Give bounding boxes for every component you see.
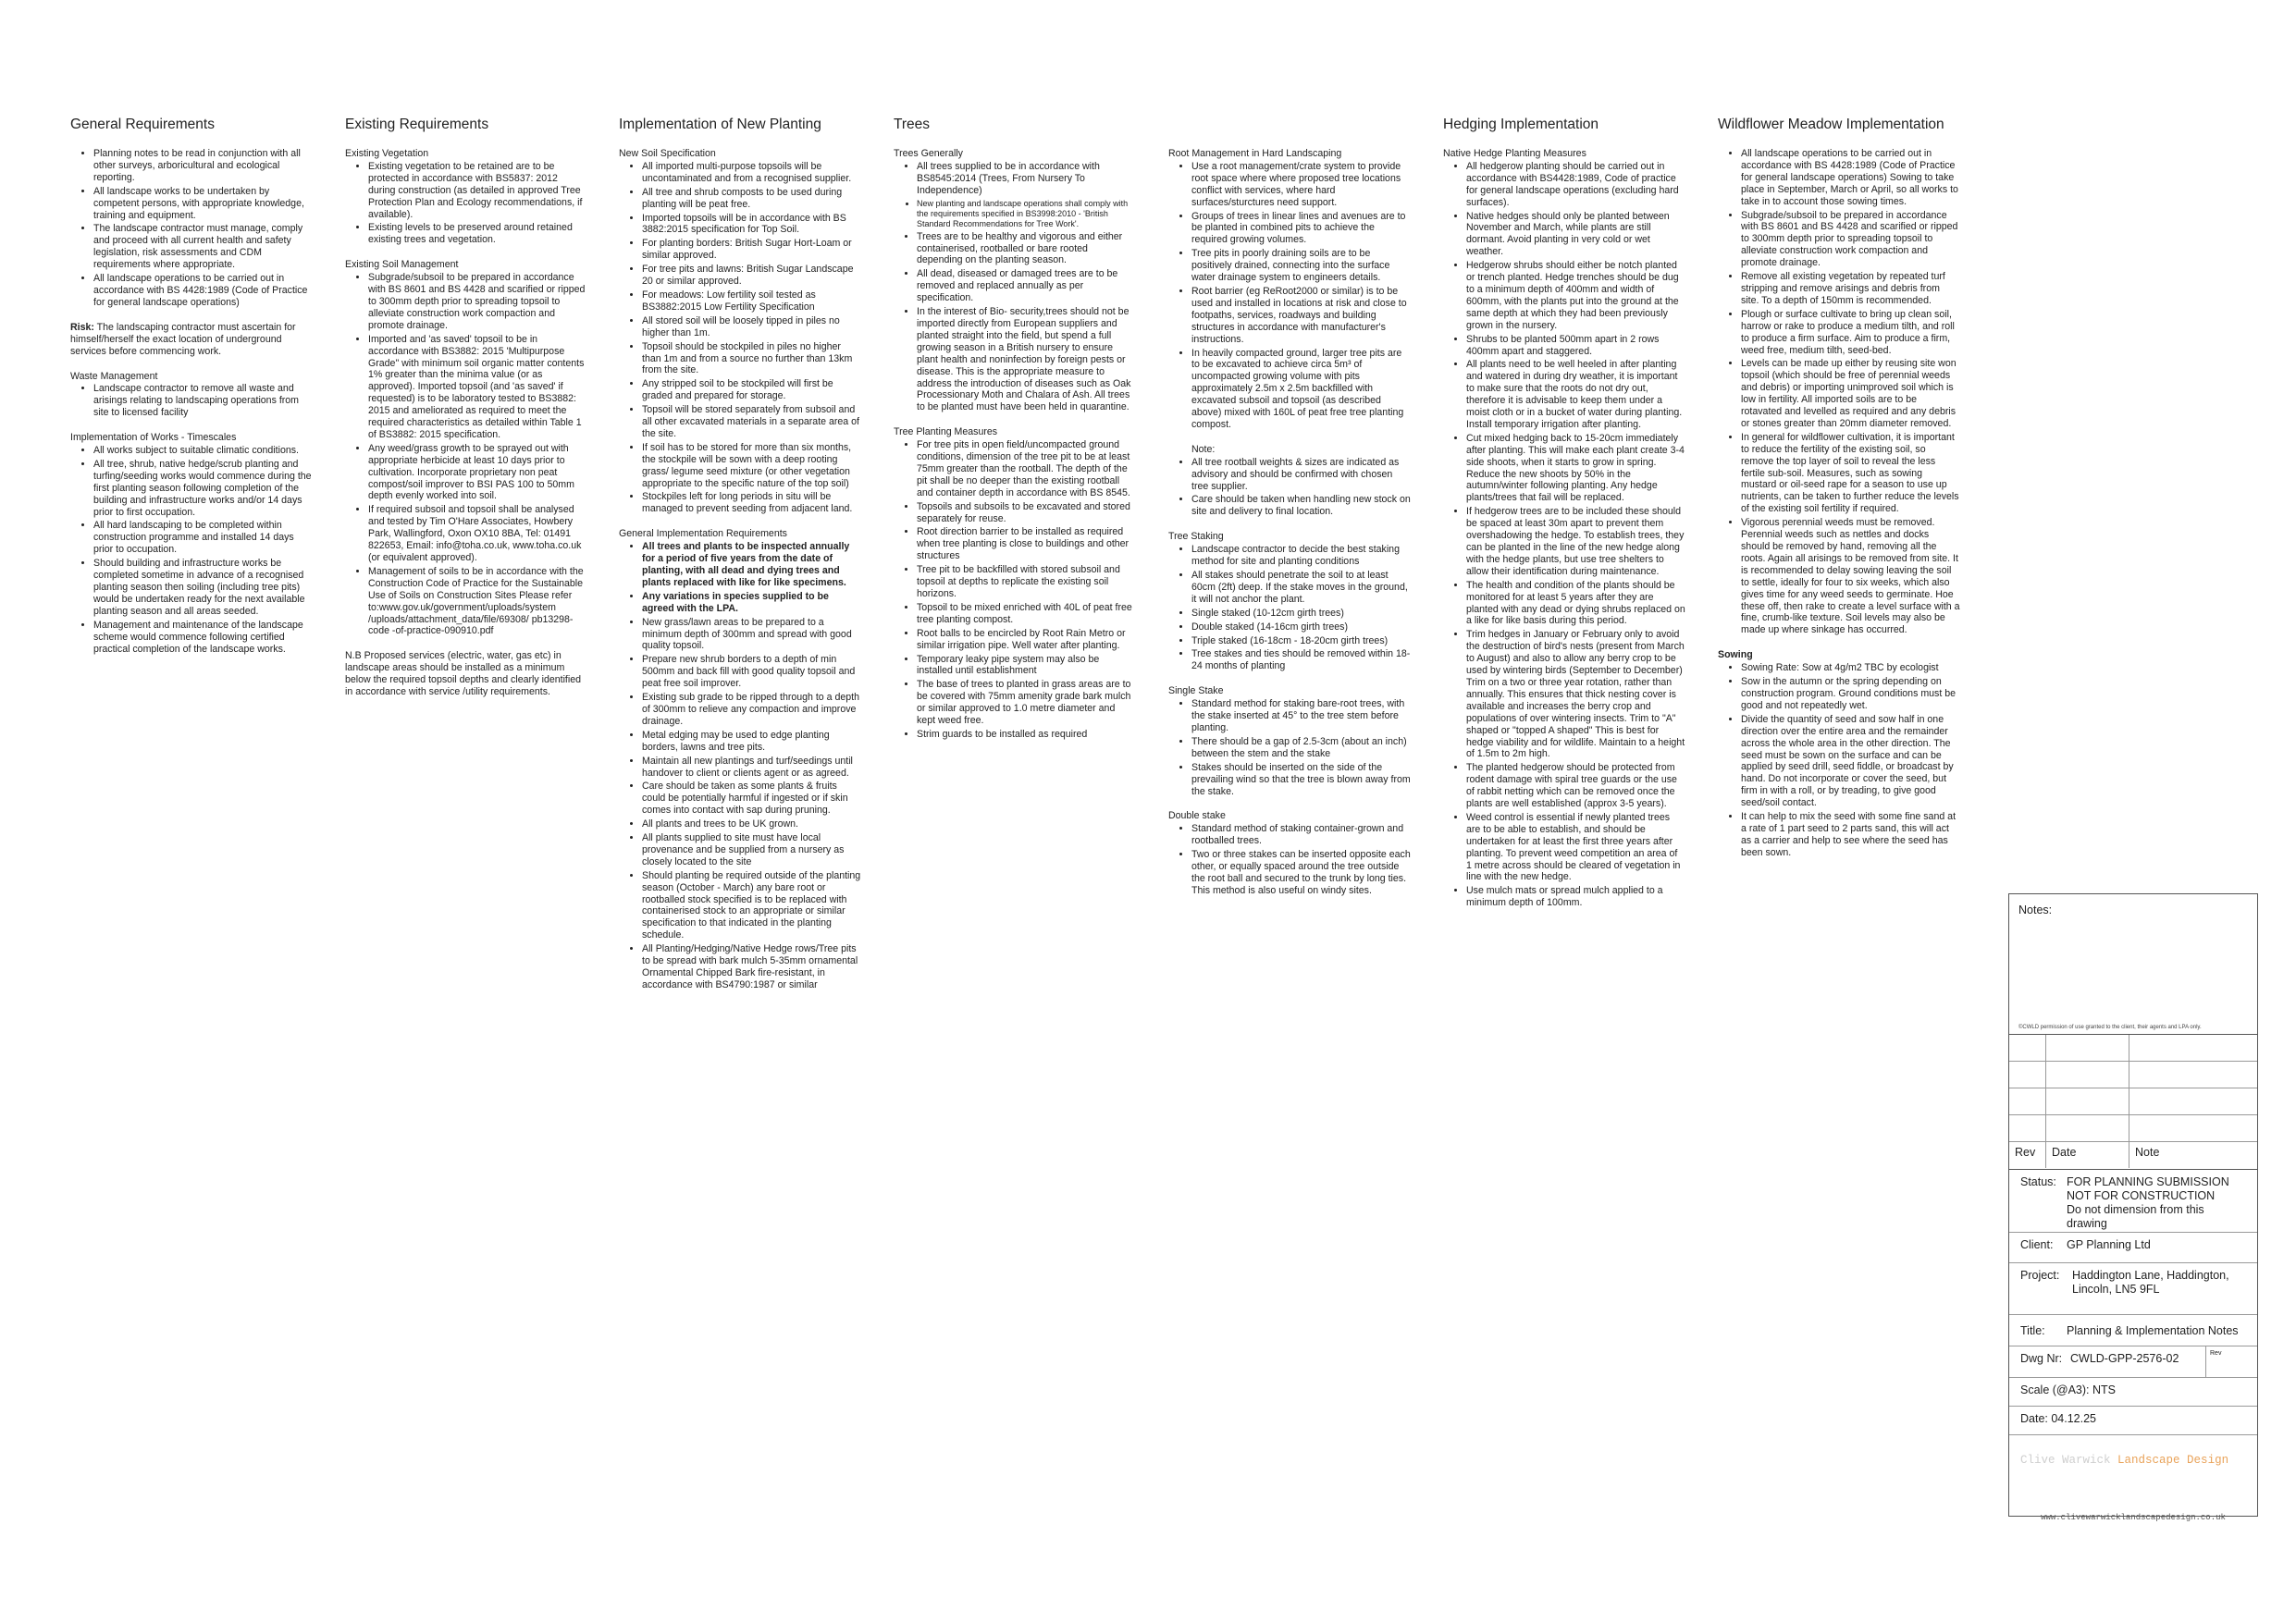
bullet-list [1168, 823, 1411, 896]
list-item: • Root barrier (eg ReRoot2000 or similar) is to be used and installed in locations at risk and close to footpaths, services, roadways and building structures in accordance with manufacturer's instructions. [1191, 286, 1411, 346]
bullet-list [1718, 148, 1960, 636]
list-item: • Standard method of staking container-grown and rootballed trees. [1191, 823, 1411, 847]
list-item: • New planting and landscape operations shall comply with the requirements specified in BS3998:2010 - 'British Standard Recommendations for Tree Work'. [917, 199, 1136, 229]
list-item: • All tree rootball weights & sizes are indicated as advisory and should be confirmed with chosen tree supplier. [1191, 457, 1411, 493]
list-item: • If hedgerow trees are to be included these should be spaced at least 30m apart to prevent them overshadowing the hedge. To establish trees, they can be planted in the line of the new hedge along with the hedge plants, but use tree shelters to allow their identification during maintenance. [1466, 506, 1685, 577]
list-item: • Management and maintenance of the landscape scheme would commence following certified practical completion of the landscape works. [93, 620, 313, 656]
list-item: • Prepare new shrub borders to a depth of min 500mm and back fill with good quality topsoil and peat free soil improver. [642, 654, 861, 690]
list-item: • Should building and infrastructure works be completed sometime in advance of a recognised planting season then soiling (including tree pits) would be undertaken ready for the next available planting season and all areas seeded. [93, 558, 313, 618]
root-management-column [1168, 117, 1411, 910]
revision-table [2009, 1035, 2257, 1170]
client-value: GP Planning Ltd [2067, 1238, 2151, 1251]
bullet-list [70, 148, 313, 309]
dwg-rev-label: Rev [2205, 1346, 2225, 1377]
dwg-label: Dwg Nr: [2020, 1352, 2063, 1365]
date-row [2009, 1407, 2257, 1435]
existing-requirements-column [345, 117, 587, 711]
list-item: • All imported multi-purpose topsoils will be uncontaminated and from a recognised supplier. [642, 161, 861, 185]
list-item: • In heavily compacted ground, larger tree pits are to be excavated to achieve circa 5m³ of uncompacted growing volume with pits approximately 2.5m x 2.5m backfilled with excavated subsoil and topsoil (as described above) mixed with 160L of peat free tree planting compost. [1191, 348, 1411, 431]
nb-note: N.B Proposed services (electric, water, gas etc) in landscape areas should be installed as a minimum below the required topsoil depths and clearly identified in accordance with service /utility requirements. [345, 650, 582, 698]
section-title: Existing Requirements [345, 117, 489, 132]
list-item: • Shrubs to be planted 500mm apart in 2 rows 400mm apart and staggered. [1466, 334, 1685, 358]
list-item: • Landscape contractor to decide the best staking method for site and planting conditions [1191, 544, 1411, 568]
list-item: • Topsoil should be stockpiled in piles no higher than 1m and from a source no further than 13km from the site. [642, 341, 861, 377]
subheading: Existing Vegetation [345, 148, 429, 159]
list-item: • Vigorous perennial weeds must be removed. Perennial weeds such as nettles and docks should be removed by hand, removing all the roots. Again all arisings to be removed from site. It is recommended to delay sowing leaving the soil to settle, ideally for four to six weeks, which also gives time for any weed seeds to germinate. Hoe these off, then rake to create a level surface with a fine, crumb-like texture. Soil levels may also be made up where sinkage has occurred. [1741, 517, 1960, 636]
rev-header: Rev [2009, 1142, 2046, 1168]
list-item: • Groups of trees in linear lines and avenues are to be planted in combined pits to achieve the required growing volumes. [1191, 211, 1411, 247]
list-item: • All plants and trees to be UK grown. [642, 818, 861, 830]
list-item: • Remove all existing vegetation by repeated turf stripping and remove arisings and debris from site. To a depth of 150mm is recommended. [1741, 271, 1960, 307]
list-item: • Sowing Rate: Sow at 4g/m2 TBC by ecologist [1741, 662, 1960, 674]
notes-label: Notes: [2018, 904, 2053, 916]
section-title: Implementation of New Planting [619, 117, 821, 132]
risk-label: Risk: [70, 321, 94, 333]
subheading: Waste Management [70, 370, 158, 382]
risk-text: The landscaping contractor must ascertain for himself/herself the exact location of underground services before commencing work. [70, 321, 296, 357]
list-item: • All hedgerow planting should be carried out in accordance with BS4428:1989, Code of practice for general landscape operations (excluding hard surfaces). [1466, 161, 1685, 209]
section-title: Trees [894, 117, 931, 132]
subheading: Root Management in Hard Landscaping [1168, 148, 1342, 159]
bullet-list [894, 439, 1136, 741]
subheading: Native Hedge Planting Measures [1443, 148, 1586, 159]
bullet-list [1168, 161, 1411, 431]
project-line: Lincoln, LN5 9FL [2072, 1283, 2160, 1296]
scale-row [2009, 1378, 2257, 1407]
note-header: Note [2135, 1146, 2160, 1159]
list-item: • Topsoil will be stored separately from subsoil and all other excavated materials in a separate area of the site. [642, 404, 861, 440]
list-item: • Subgrade/subsoil to be prepared in accordance with BS 8601 and BS 4428 and scarified or ripped to 300mm depth prior to spreading topsoil to alleviate construction work compaction and promote drainage. [368, 272, 587, 332]
risk-note [70, 322, 313, 358]
list-item: • Any stripped soil to be stockpiled will first be graded and prepared for storage. [642, 378, 861, 402]
bullet-list [894, 231, 1136, 414]
company-url: www.clivewarwicklandscapedesign.co.uk [2041, 1513, 2226, 1522]
list-item: • In the interest of Bio- security,trees should not be imported directly from European suppliers and planted straight into the field, but spend a full growing season in a British nursery to ensure plant health and noninfection by foreign pests or disease. This is the appropriate measure to address the introduction of diseases such as Oak Processionary Moth and Chalara of Ash. All trees to be planted must have been held in quarantine. [917, 306, 1136, 413]
subheading: Single Stake [1168, 685, 1224, 697]
list-item: • Plough or surface cultivate to bring up clean soil, harrow or rake to produce a medium tilth, and roll to produce a firm surface. Aim to produce a firm, weed free, medium tilth, seed-bed. [1741, 309, 1960, 357]
list-item: • The base of trees to planted in grass areas are to be covered with 75mm amenity grade bark mulch or similar approved to 1.0 metre diameter and kept weed free. [917, 679, 1136, 727]
subheading: New Soil Specification [619, 148, 716, 159]
list-item: • Divide the quantity of seed and sow half in one direction over the entire area and the remainder across the whole area in the other direction. The seed must be sown on the surface and can be applied by seed drill, seed fiddle, or broadcast by hand. Do not incorporate or cover the seed, but firm in with a roll, or by treading, to give good seed/soil contact. [1741, 714, 1960, 809]
subheading: Note: [1191, 443, 1216, 455]
bullet-list [1168, 698, 1411, 797]
bullet-list [1443, 161, 1685, 909]
subheading: Trees Generally [894, 148, 963, 159]
status-line: NOT FOR CONSTRUCTION [2067, 1189, 2216, 1202]
list-item: • All plants supplied to site must have local provenance and be supplied from a nursery as closely located to the site [642, 832, 861, 868]
list-item: • If required subsoil and topsoil shall be analysed and tested by Tim O'Hare Associates, Howbery Park, Wallingford, Oxon OX10 8BA, Tel: 01491 822653, Email: info@toha.co.uk, www.toha.co.uk (or equivalent approved). [368, 504, 587, 564]
list-item: • All landscape operations to be carried out in accordance with BS 4428:1989 (Code of Practice for general landscape operations) Sowing to take place in September, March or April, so all works to take in to account those sowing times. [1741, 148, 1960, 208]
new-planting-column [619, 117, 861, 1004]
list-item: • All dead, diseased or damaged trees are to be removed and replaced annually as per specification. [917, 268, 1136, 304]
list-item: • Topsoil to be mixed enriched with 40L of peat free tree planting compost. [917, 602, 1136, 626]
list-item: • All trees and plants to be inspected annually for a period of five years from the date of planting, with all dead and dying trees and plants replaced with like for like specimens. [642, 541, 861, 589]
list-item: • Tree pits in poorly draining soils are to be positively drained, connecting into the surface water drainage system to engineers details. [1191, 248, 1411, 284]
list-item: • For planting borders: British Sugar Hort-Loam or similar approved. [642, 238, 861, 262]
bullet-list [1168, 544, 1411, 672]
list-item: • Trees are to be healthy and vigorous and either containerised, rootballed or bare rooted depending on the planting season. [917, 231, 1136, 267]
list-item: • All works subject to suitable climatic conditions. [93, 445, 313, 457]
list-item: • Triple staked (16-18cm - 18-20cm girth trees) [1191, 635, 1411, 647]
date-text: Date: 04.12.25 [2020, 1412, 2097, 1425]
client-row [2009, 1233, 2257, 1263]
list-item: • Stakes should be inserted on the side of the prevailing wind so that the tree is blown away from the stake. [1191, 762, 1411, 798]
list-item: • Care should be taken when handling new stock on site and delivery to final location. [1191, 494, 1411, 518]
hedging-column [1443, 117, 1685, 922]
subheading: Existing Soil Management [345, 259, 459, 271]
list-item: • New grass/lawn areas to be prepared to a minimum depth of 300mm and spread with good quality topsoil. [642, 617, 861, 653]
status-line: FOR PLANNING SUBMISSION [2067, 1175, 2229, 1188]
list-item: • Any variations in species supplied to be agreed with the LPA. [642, 591, 861, 615]
list-item: • Trim hedges in January or February only to avoid the destruction of bird's nests (present from March to August) and also to allow any berry crop to be used by wintering birds (September to December) Trim on a two or three year rotation, rather than annually. This ensures that thick nesting cover is available and increases the berry crop and populations of over wintering insects. Trim to "A" shaped or "topped A shaped" This is best for hedge viability and for wildlife. Maintain to a height of 1.5m to 2m high. [1466, 629, 1685, 760]
list-item: • It can help to mix the seed with some fine sand at a rate of 1 part seed to 2 parts sand, this will act as a carrier and help to see where the seed has been sown. [1741, 811, 1960, 859]
project-line: Haddington Lane, Haddington, [2072, 1269, 2229, 1282]
bullet-list [70, 383, 313, 419]
client-label: Client: [2020, 1238, 2054, 1251]
list-item: • Weed control is essential if newly planted trees are to be able to establish, and should be undertaken for at least the first three years after planting. To prevent weed competition an area of 1 metre across should be cleared of vegetation in line with the new hedge. [1466, 812, 1685, 883]
subheading: Double stake [1168, 810, 1226, 822]
revision-row [2009, 1062, 2257, 1088]
list-item: • For tree pits and lawns: British Sugar Landscape 20 or similar approved. [642, 264, 861, 288]
section-title: Hedging Implementation [1443, 117, 1599, 132]
revision-row [2009, 1035, 2257, 1062]
date-header: Date [2046, 1142, 2129, 1168]
status-line: Do not dimension from this drawing [2067, 1203, 2204, 1230]
revision-row [2009, 1115, 2257, 1142]
project-label: Project: [2020, 1269, 2060, 1282]
bullet-list [345, 161, 587, 246]
list-item: • All stored soil will be loosely tipped in piles no higher than 1m. [642, 315, 861, 339]
list-item: • Any weed/grass growth to be sprayed out with appropriate herbicide at least 10 days prior to cultivation. Incorporate proprietary non peat compost/soil improver to BSI PAS 100 to 50mm depth evenly worked into soil. [368, 443, 587, 503]
list-item: • Double staked (14-16cm girth trees) [1191, 621, 1411, 633]
list-item: • Existing vegetation to be retained are to be protected in accordance with BS5837: 2012 during construction (as detailed in approved Tree Protection Plan and Ecology recommendations, if available). [368, 161, 587, 221]
list-item: • All trees supplied to be in accordance with BS8545:2014 (Trees, From Nursery To Independence) [917, 161, 1136, 197]
list-item: • Tree stakes and ties should be removed within 18-24 months of planting [1191, 648, 1411, 672]
list-item: • If soil has to be stored for more than six months, the stockpile will be sown with a deep rooting grass/ legume seed mixture (or other vegetation appropriate to the specific nature of the top soil) [642, 442, 861, 490]
subheading: Tree Planting Measures [894, 426, 998, 438]
subheading: Implementation of Works - Timescales [70, 432, 237, 444]
bullet-list [1718, 662, 1960, 859]
list-item: • The landscape contractor must manage, comply and proceed with all current health and safety legislation, risk assessments and CDM requirements where appropriate. [93, 223, 313, 271]
logo-name: Clive Warwick [2020, 1454, 2111, 1467]
list-item: • All landscape works to be undertaken by competent persons, with appropriate knowledge, training and equipment. [93, 186, 313, 222]
status-row [2009, 1170, 2257, 1233]
list-item: • Use mulch mats or spread mulch applied to a minimum depth of 100mm. [1466, 885, 1685, 909]
bullet-list [1168, 457, 1411, 519]
subheading: Sowing [1718, 649, 1753, 661]
section-title: General Requirements [70, 117, 215, 132]
list-item: • Hedgerow shrubs should either be notch planted or trench planted. Hedge trenches should be dug to a minimum depth of 400mm and width of 600mm, with the plants put into the ground at the same depth at which they had been previously grown in the nursery. [1466, 260, 1685, 331]
bullet-list [894, 161, 1136, 229]
list-item: • Use a root management/crate system to provide root space where where proposed tree locations conflict with services, where hard surfaces/sturctures need support. [1191, 161, 1411, 209]
project-row [2009, 1263, 2257, 1315]
status-value [2067, 1175, 2246, 1230]
bullet-list [345, 272, 587, 637]
list-item: • All tree and shrub composts to be used during planting will be peat free. [642, 187, 861, 211]
list-item: • Care should be taken as some plants & fruits could be potentially harmful if ingested or if skin comes into contact with sap during pruning. [642, 781, 861, 817]
title-value: Planning & Implementation Notes [2067, 1323, 2239, 1337]
list-item: • All plants need to be well heeled in after planting and watered in during dry weather, it is important to make sure that the roots do not dry out, therefore it is advisable to keep them under a moist cloth or in a bucket of water during planting. Install temporary irrigation after planting. [1466, 359, 1685, 430]
logo-tagline: Landscape Design [2117, 1454, 2229, 1467]
list-item: • Subgrade/subsoil to be prepared in accordance with BS 8601 and BS 4428 and scarified or ripped to 300mm depth prior to spreading topsoil to alleviate construction work compaction and promote drainage. [1741, 210, 1960, 270]
wildflower-column [1718, 117, 1960, 872]
permission-note: ©CWLD permission of use granted to the client, their agents and LPA only. [2018, 1025, 2202, 1030]
list-item: • The health and condition of the plants should be monitored for at least 5 years after they are planted with any dead or dying shrubs replaced on a like for like basis during this period. [1466, 580, 1685, 628]
list-item: • Metal edging may be used to edge planting borders, lawns and tree pits. [642, 730, 861, 754]
list-item: • Sow in the autumn or the spring depending on construction program. Ground conditions must be good and not repeatedly wet. [1741, 676, 1960, 712]
list-item: • Maintain all new plantings and turf/seedings until handover to client or clients agent or as agreed. [642, 756, 861, 780]
list-item: • Standard method for staking bare-root trees, with the stake inserted at 45° to the tree stem before planting. [1191, 698, 1411, 734]
list-item: • Should planting be required outside of the planting season (October - March) any bare root or rootballed stock specified is to be replaced with containerised stock to an appropriate or similar specification to that indicated in the planting schedule. [642, 870, 861, 941]
list-item: • For tree pits in open field/uncompacted ground conditions, dimension of the tree pit to be at least 75mm greater than the rootball. The depth of the pit shall be no deeper than the existing rootball and container depth in accordance with BS 8545. [917, 439, 1136, 499]
bullet-list [619, 161, 861, 515]
list-item: • In general for wildflower cultivation, it is important to reduce the fertility of the existing soil, so remove the top layer of soil to reveal the less fertile sub-soil. Measures, such as sowing mustard or oil-seed rape for a season to use up nutrients, can be taken to further reduce the levels of the existing soil fertility if required. [1741, 432, 1960, 515]
general-requirements-column [70, 117, 313, 668]
subheading: General Implementation Requirements [619, 528, 787, 540]
bullet-list [70, 445, 313, 655]
list-item: • All Planting/Hedging/Native Hedge rows/Tree pits to be spread with bark mulch 5-35mm ornamental Ornamental Chipped Bark fire-resistant, in accordance with BS4790:1987 or similar [642, 943, 861, 991]
section-title: Wildflower Meadow Implementation [1718, 117, 1944, 132]
list-item: • Cut mixed hedging back to 15-20cm immediately after planting. This will make each plant create 3-4 side shoots, when it starts to grow in spring. Reduce the new shoots by 50% in the autumn/winter following planting. Any hedge plants/trees that fail will be replaced. [1466, 433, 1685, 504]
list-item: • Stockpiles left for long periods in situ will be managed to prevent seeding from adjacent land. [642, 491, 861, 515]
bullet-list [619, 617, 861, 991]
list-item: • Planning notes to be read in conjunction with all other surveys, arboricultural and ecological reporting. [93, 148, 313, 184]
list-item: • All landscape operations to be carried out in accordance with BS 4428:1989 (Code of Practice for general landscape operations) [93, 273, 313, 309]
list-item: • Topsoils and subsoils to be excavated and stored separately for reuse. [917, 501, 1136, 525]
subheading: Tree Staking [1168, 531, 1224, 543]
list-item: • The planted hedgerow should be protected from rodent damage with spiral tree guards or the use of rabbit netting which can be removed once the plants are well established (approx 3-5 years). [1466, 762, 1685, 810]
list-item: • Existing sub grade to be ripped through to a depth of 300mm to relieve any compaction and improve drainage. [642, 692, 861, 728]
list-item: • Root direction barrier to be installed as required when tree planting is close to buildings and other structures [917, 526, 1136, 562]
revision-row [2009, 1088, 2257, 1115]
list-item: • There should be a gap of 2.5-3cm (about an inch) between the stem and the stake [1191, 736, 1411, 760]
bullet-list [619, 541, 861, 614]
revision-header-row [2009, 1142, 2257, 1168]
title-row [2009, 1315, 2257, 1346]
list-item: • All tree, shrub, native hedge/scrub planting and turfing/seeding works would commence during the first planting season following completion of the building and infrastructure works and/or 14 days prior to first occupation. [93, 459, 313, 519]
list-item: • All stakes should penetrate the soil to at least 60cm (2ft) deep. If the stake moves in the ground, it will not anchor the plant. [1191, 570, 1411, 606]
trees-column [894, 117, 1136, 754]
list-item: • Landscape contractor to remove all waste and arisings relating to landscaping operations from site to licensed facility [93, 383, 313, 419]
list-item: • Imported and 'as saved' topsoil to be in accordance with BS3882: 2015 'Multipurpose Grade" with minimum soil organic matter contents 1% greater than the minima value (or as approved). Imported topsoil (and 'as saved' if requested) is to be laboratory tested to BS3882: 2015 and ameliorated as required to meet the required characteristics as detailed within Table 1 of BS3882: 2015 specification. [368, 334, 587, 441]
list-item: • Levels can be made up either by reusing site won topsoil (which should be free of perennial weeds and debris) or importing unimproved soil which is low in fertility. All imported soils are to be rotavated and levelled as required and any debris or stones greater than 20mm diameter removed. [1741, 358, 1960, 429]
company-logo [2009, 1435, 2257, 1507]
project-value [2072, 1269, 2246, 1309]
dwg-value: CWLD-GPP-2576-02 [2070, 1352, 2179, 1365]
list-item: • Single staked (10-12cm girth trees) [1191, 608, 1411, 620]
list-item: • Two or three stakes can be inserted opposite each other, or equally spaced around the tree outside the root ball and secured to the trunk by long ties. This method is also useful on windy sites. [1191, 849, 1411, 897]
title-label: Title: [2020, 1323, 2045, 1337]
list-item: • Imported topsoils will be in accordance with BS 3882:2015 specification for Top Soil. [642, 213, 861, 237]
list-item: • Existing levels to be preserved around retained existing trees and vegetation. [368, 222, 587, 246]
title-block [2008, 893, 2258, 1522]
list-item: • Temporary leaky pipe system may also be installed until establishment [917, 654, 1136, 678]
drawing-number-row [2009, 1346, 2257, 1378]
list-item: • Strim guards to be installed as required [917, 729, 1136, 741]
list-item: • For meadows: Low fertility soil tested as BS3882:2015 Low Fertility Specification [642, 289, 861, 314]
list-item: • Management of soils to be in accordance with the Construction Code of Practice for the Sustainable Use of Soils on Construction Sites Please refer to:www.gov.uk/government/uploads/system /uploads/attachment_data/file/69308/ pb13298-code -of-practice-090910.pdf [368, 566, 587, 637]
list-item: • Tree pit to be backfilled with stored subsoil and topsoil at depths to replicate the existing soil horizons. [917, 564, 1136, 600]
status-label: Status: [2020, 1175, 2056, 1188]
list-item: • Native hedges should only be planted between November and March, while plants are still dormant. Avoid planting in very cold or wet weather. [1466, 211, 1685, 259]
notes-area [2009, 894, 2257, 1035]
list-item: • Root balls to be encircled by Root Rain Metro or similar irrigation pipe. Well water after planting. [917, 628, 1136, 652]
scale-text: Scale (@A3): NTS [2020, 1383, 2116, 1396]
list-item: • All hard landscaping to be completed within construction programme and installed 14 days prior to occupation. [93, 520, 313, 556]
